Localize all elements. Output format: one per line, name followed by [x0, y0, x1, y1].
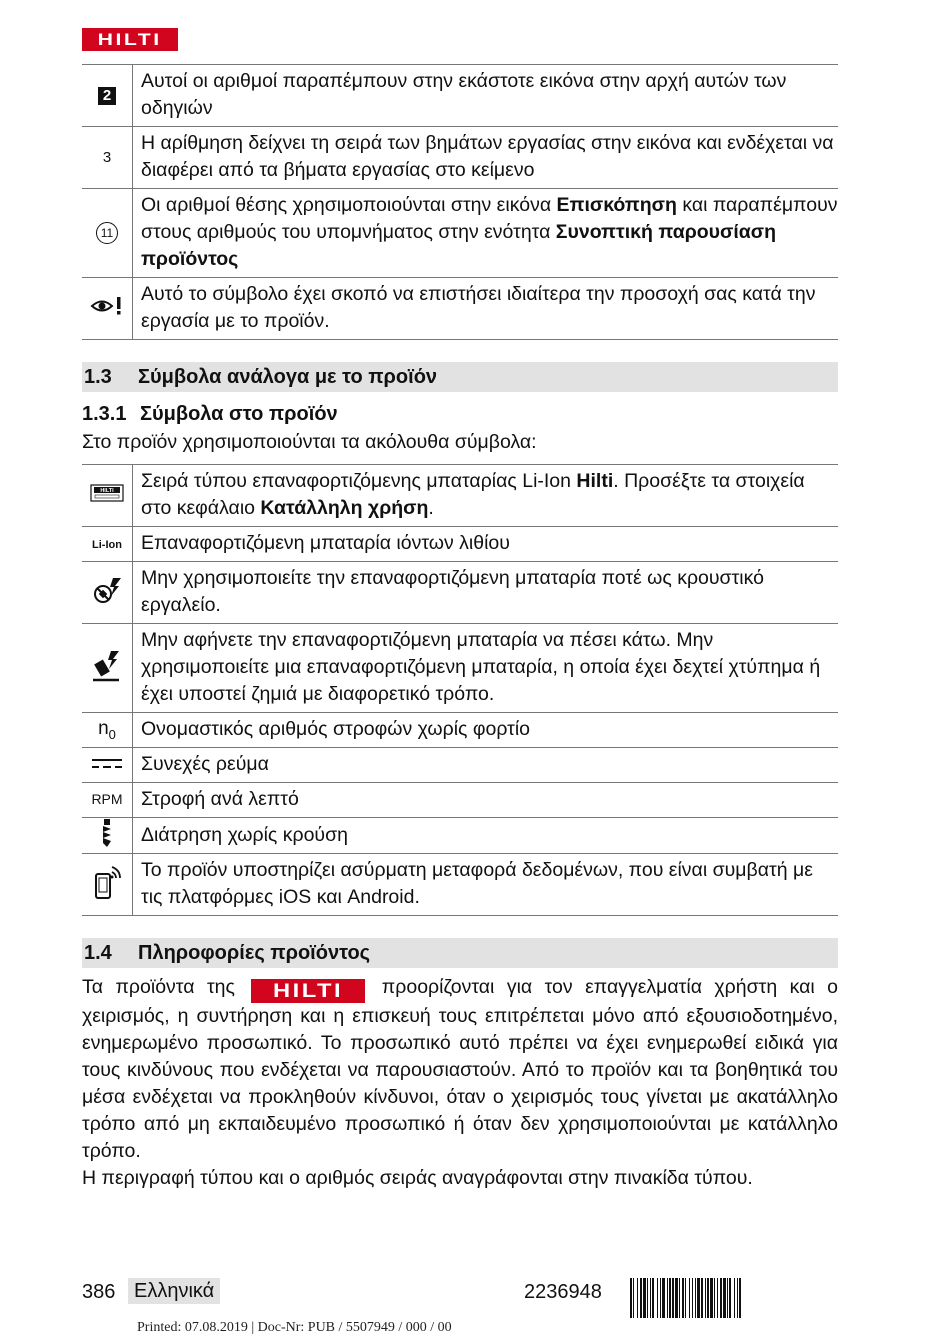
description-text: Αυτοί οι αριθμοί παραπέμπουν στην εκάστοτε εικόνα στην αρχή αυτών των οδηγιών	[141, 70, 787, 119]
section-heading-1-4	[82, 938, 838, 968]
emphasis-text: Επισκόπηση	[556, 194, 677, 216]
hilti-inline-logo: HILTI	[251, 979, 365, 1003]
symbol-cell	[82, 562, 133, 624]
attention-eye-icon	[90, 295, 124, 322]
icon-label: 3	[102, 148, 112, 166]
barcode-icon	[630, 1278, 838, 1318]
icon-label: $n_0$	[98, 718, 116, 742]
no-hammering-battery-icon	[91, 574, 123, 611]
description-cell	[133, 465, 839, 527]
li-ion-icon	[92, 535, 122, 553]
paragraph-text-pre: Τα προϊόντα της	[82, 976, 235, 998]
section-title: Πληροφορίες προϊόντος	[138, 942, 371, 964]
symbol-cell	[82, 624, 133, 713]
symbol-cell	[82, 189, 133, 278]
rpm-icon	[91, 791, 122, 809]
symbols-table-2	[82, 464, 838, 916]
paragraph-text-post: προορίζονται για τον επαγγελματία χρήστη και ο χειρισμός, η συντήρηση και η επισκευή τους επιτρέπεται μόνο από εξουσιοδοτημένο, ενημερωμένο προσωπικό. Το προσωπικό αυτό πρέπει να έχει ενημερωθεί ειδικά για τους κινδύνους που ενδέχεται να παρουσιαστούν. Από το προϊόν και τα βοηθητικά του μέσα ενδέχεται να προκληθούν κίνδυνοι, όταν ο χειρισμός τους γίνεται με ακατάλληλο τρόπο από μη εκπαιδευμένο προσωπικό ή όταν δεν χρησιμοποιούνται με κατάλληλο τρόπο.	[82, 976, 839, 1162]
description-cell	[133, 527, 839, 562]
description-text: . Προσέξτε τα στοιχεία στο κεφάλαιο	[141, 470, 805, 519]
description-cell	[133, 127, 839, 189]
description-text: Η αρίθμηση δείχνει τη σειρά των βημάτων εργασίας στην εικόνα και ενδέχεται να διαφέρει από τα βήματα εργασίας στο κείμενο	[141, 132, 834, 181]
wireless-phone-icon	[92, 864, 122, 905]
direct-current-icon	[91, 756, 123, 775]
description-text: Σειρά τύπου επαναφορτιζόμενης μπαταρίας Li-Ion	[141, 470, 577, 492]
description-cell	[133, 562, 839, 624]
description-cell	[133, 818, 839, 854]
type-plate-paragraph: Η περιγραφή τύπου και ο αριθμός σειράς αναγράφονται στην πινακίδα τύπου.	[82, 1167, 753, 1189]
description-text: και παραπέμπουν στους αριθμούς του υπομνήματος στην ενότητα	[141, 194, 838, 243]
description-cell	[133, 854, 839, 916]
icon-label: 11	[96, 222, 118, 244]
symbol-row	[82, 527, 838, 562]
symbol-cell	[82, 465, 133, 527]
symbol-cell	[82, 818, 133, 854]
symbol-cell	[82, 854, 133, 916]
icon-label: Li-Ion	[92, 539, 122, 551]
symbol-row	[82, 127, 838, 189]
symbol-row	[82, 854, 838, 916]
emphasis-text: Hilti	[576, 470, 614, 492]
step-number-3-icon	[103, 149, 111, 167]
description-text: Διάτρηση χωρίς κρούση	[141, 823, 348, 846]
description-text: Στροφή ανά λεπτό	[141, 788, 299, 810]
description-text: Το προϊόν υποστηρίζει ασύρματη μεταφορά δεδομένων, που είναι συμβατή με τις πλατφόρμες iOS και Android.	[141, 859, 813, 908]
description-cell	[133, 713, 839, 748]
symbol-row	[82, 818, 838, 854]
icon-label: RPM	[91, 791, 123, 807]
emphasis-text: Κατάλληλη χρήση	[260, 497, 429, 519]
symbol-row	[82, 783, 838, 818]
symbol-cell	[82, 65, 133, 127]
position-number-11-icon	[96, 222, 118, 244]
symbol-cell	[82, 748, 133, 783]
no-load-speed-icon	[98, 718, 116, 742]
symbol-row	[82, 748, 838, 783]
section-number: 1.4	[84, 942, 112, 964]
symbol-cell	[82, 783, 133, 818]
subsection-heading-1-3-1	[82, 401, 838, 427]
figure-number-2-icon	[98, 87, 116, 105]
drill-bit-icon	[100, 818, 114, 853]
description-cell	[133, 624, 839, 713]
symbol-row	[82, 278, 838, 340]
symbol-row	[82, 189, 838, 278]
section-number: 1.3	[84, 366, 112, 388]
hilti-battery-series-icon	[90, 484, 124, 507]
symbol-row	[82, 562, 838, 624]
language-label: Ελληνικά	[128, 1278, 220, 1304]
symbol-cell	[82, 127, 133, 189]
description-text: .	[428, 497, 434, 519]
symbol-row	[82, 713, 838, 748]
symbol-row	[82, 465, 838, 527]
description-text: Μην χρησιμοποιείτε την επαναφορτιζόμενη μπαταρία ποτέ ως κρουστικό εργαλείο.	[141, 567, 764, 616]
description-text: Επαναφορτιζόμενη μπαταρία ιόντων λιθίου	[141, 532, 510, 554]
description-text: Συνεχές ρεύμα	[141, 753, 269, 775]
page-content	[82, 64, 838, 1192]
symbols-table-1	[82, 64, 838, 340]
description-text: Ονομαστικός αριθμός στροφών χωρίς φορτίο	[141, 718, 531, 740]
section-title: Σύμβολα ανάλογα με το προϊόν	[138, 366, 438, 388]
page-number: 386	[82, 1281, 116, 1303]
description-text: Αυτό το σύμβολο έχει σκοπό να επιστήσει ιδιαίτερα την προσοχή σας κατά την εργασία με το προϊόν.	[141, 283, 816, 332]
description-cell	[133, 783, 839, 818]
symbol-cell	[82, 278, 133, 340]
description-text: Οι αριθμοί θέσης χρησιμοποιούνται στην εικόνα	[141, 194, 557, 216]
subsection-number: 1.3.1	[82, 403, 127, 425]
icon-label: 2	[98, 87, 116, 105]
description-cell	[133, 65, 839, 127]
symbol-cell	[82, 713, 133, 748]
description-cell	[133, 189, 839, 278]
symbol-row	[82, 624, 838, 713]
section-heading-1-3	[82, 362, 838, 392]
printed-info: Printed: 07.08.2019 | Doc-Nr: PUB / 5507949 / 000 / 00	[137, 1320, 452, 1335]
product-info-paragraph	[82, 974, 838, 1165]
description-cell	[133, 278, 839, 340]
subsection-title: Σύμβολα στο προϊόν	[140, 403, 338, 425]
svg-text:HILTI: HILTI	[100, 488, 114, 494]
description-text: Μην αφήνετε την επαναφορτιζόμενη μπαταρία να πέσει κάτω. Μην χρησιμοποιείτε μια επαναφορτιζόμενη μπαταρία, η οποία έχει δεχτεί χτύπημα ή έχει υποστεί ζημιά με διαφορετικό τρόπο.	[141, 629, 821, 705]
page-footer	[82, 1278, 838, 1318]
intro-paragraph: Στο προϊόν χρησιμοποιούνται τα ακόλουθα σύμβολα:	[82, 431, 537, 453]
symbol-row	[82, 65, 838, 127]
document-number: 2236948	[524, 1281, 602, 1303]
emphasis-text: Συνοπτική παρουσίαση προϊόντος	[141, 221, 777, 270]
hilti-logo: HILTI	[82, 28, 178, 51]
description-cell	[133, 748, 839, 783]
dropped-battery-icon	[91, 649, 123, 688]
symbol-cell	[82, 527, 133, 562]
